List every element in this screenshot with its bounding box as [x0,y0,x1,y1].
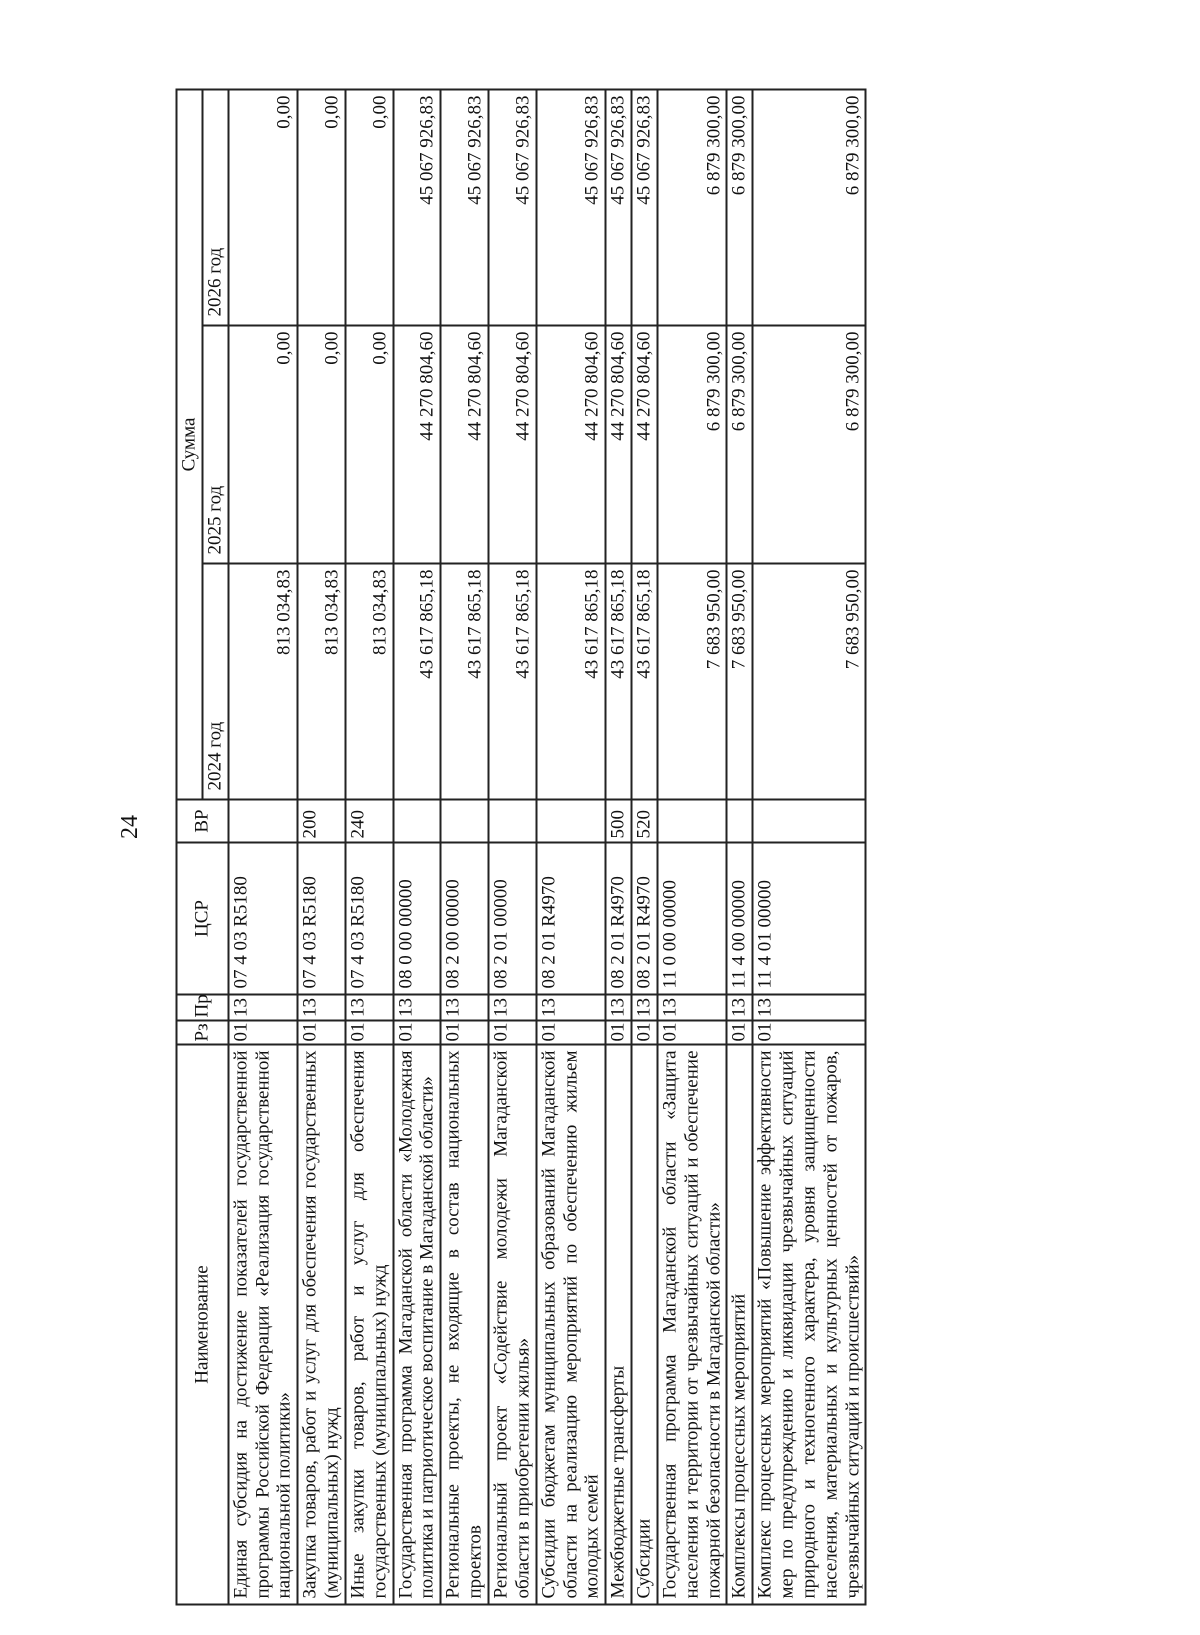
cell-pr: 13 [631,994,657,1020]
cell-vr: 500 [605,799,631,842]
cell-sum-2024: 43 617 865,18 [631,563,657,799]
cell-csr: 08 2 01 R4970 [631,842,657,994]
cell-name: Региональный проект «Содействие молодежи Магаданской области в приобретении жилья» [488,1044,536,1604]
cell-sum-2024: 7 683 950,00 [752,563,865,799]
table-row [631,89,657,1604]
page-number: 24 [117,815,143,839]
cell-name: Иные закупки товаров, работ и услуг для обеспечения государственных (муниципальных) нужд [345,1044,393,1604]
cell-sum-2026: 6 879 300,00 [726,89,752,325]
cell-sum-2024: 43 617 865,18 [605,563,631,799]
cell-vr [228,799,298,842]
cell-sum-2026: 45 067 926,83 [536,89,606,325]
budget-table [175,88,866,1605]
table-row [393,89,441,1604]
cell-sum-2025: 0,00 [345,325,393,563]
header-sum: Сумма [176,89,202,799]
cell-sum-2026: 45 067 926,83 [440,89,488,325]
header-rz: Рз [176,1020,228,1044]
cell-vr: 240 [345,799,393,842]
cell-sum-2024: 7 683 950,00 [657,563,727,799]
rotated-table-container [175,90,1005,1605]
header-year-2024: 2024 год [202,563,228,799]
cell-vr [393,799,441,842]
cell-sum-2025: 44 270 804,60 [631,325,657,563]
cell-sum-2024: 43 617 865,18 [440,563,488,799]
cell-sum-2025: 44 270 804,60 [488,325,536,563]
header-year-2026: 2026 год [202,89,228,325]
table-row [228,89,298,1604]
cell-pr: 13 [657,994,727,1020]
cell-rz: 01 [726,1020,752,1044]
cell-csr: 11 4 00 00000 [726,842,752,994]
cell-sum-2026: 45 067 926,83 [605,89,631,325]
cell-csr: 11 4 01 00000 [752,842,865,994]
table-row [605,89,631,1604]
cell-name: Единая субсидия на достижение показателей государственной программы Российской Федерации «Реализация государственной национальной политики» [228,1044,298,1604]
cell-pr: 13 [297,994,345,1020]
cell-sum-2025: 6 879 300,00 [752,325,865,563]
cell-sum-2025: 6 879 300,00 [657,325,727,563]
cell-csr: 08 2 01 00000 [488,842,536,994]
header-name: Наименование [176,1044,228,1604]
cell-vr [440,799,488,842]
cell-name: Государственная программа Магаданской области «Молодежная политика и патриотическое воспитание в Магаданской области» [393,1044,441,1604]
cell-csr: 11 0 00 00000 [657,842,727,994]
cell-rz: 01 [440,1020,488,1044]
cell-csr: 07 4 03 R5180 [228,842,298,994]
header-vr: ВР [176,799,228,842]
cell-csr: 07 4 03 R5180 [297,842,345,994]
cell-vr [657,799,727,842]
cell-sum-2026: 0,00 [297,89,345,325]
cell-pr: 13 [752,994,865,1020]
cell-pr: 13 [345,994,393,1020]
cell-pr: 13 [440,994,488,1020]
cell-name: Закупка товаров, работ и услуг для обеспечения государственных (муниципальных) нужд [297,1044,345,1604]
cell-rz: 01 [631,1020,657,1044]
cell-sum-2026: 0,00 [345,89,393,325]
cell-sum-2024: 43 617 865,18 [393,563,441,799]
table-row [488,89,536,1604]
cell-name: Межбюджетные трансферты [605,1044,631,1604]
cell-name: Комплексы процессных мероприятий [726,1044,752,1604]
table-row [345,89,393,1604]
table-body [228,89,866,1604]
cell-rz: 01 [536,1020,606,1044]
cell-csr: 08 2 01 R4970 [536,842,606,994]
cell-rz: 01 [488,1020,536,1044]
cell-rz: 01 [752,1020,865,1044]
cell-vr [536,799,606,842]
cell-sum-2024: 813 034,83 [228,563,298,799]
cell-vr: 200 [297,799,345,842]
cell-rz: 01 [393,1020,441,1044]
cell-pr: 13 [605,994,631,1020]
cell-vr [752,799,865,842]
cell-pr: 13 [536,994,606,1020]
cell-pr: 13 [726,994,752,1020]
cell-sum-2026: 45 067 926,83 [631,89,657,325]
cell-sum-2026: 0,00 [228,89,298,325]
cell-sum-2024: 43 617 865,18 [536,563,606,799]
cell-sum-2026: 6 879 300,00 [657,89,727,325]
cell-rz: 01 [657,1020,727,1044]
cell-name: Региональные проекты, не входящие в состав национальных проектов [440,1044,488,1604]
cell-sum-2026: 45 067 926,83 [488,89,536,325]
cell-rz: 01 [297,1020,345,1044]
header-csr: ЦСР [176,842,228,994]
table-row [536,89,606,1604]
cell-sum-2024: 7 683 950,00 [726,563,752,799]
cell-pr: 13 [393,994,441,1020]
header-year-2025: 2025 год [202,325,228,563]
table-row [657,89,727,1604]
cell-csr: 07 4 03 R5180 [345,842,393,994]
table-row [440,89,488,1604]
cell-name: Субсидии бюджетам муниципальных образований Магаданской области на реализацию мероприятий по обеспечению жильем молодых семей [536,1044,606,1604]
header-pr: Пр [176,994,228,1020]
cell-pr: 13 [228,994,298,1020]
cell-vr [726,799,752,842]
cell-vr: 520 [631,799,657,842]
cell-sum-2025: 44 270 804,60 [440,325,488,563]
cell-sum-2024: 813 034,83 [297,563,345,799]
cell-name: Субсидии [631,1044,657,1604]
table-row [752,89,865,1604]
cell-name: Комплекс процессных мероприятий «Повышение эффективности мер по предупреждению и ликвидации чрезвычайных ситуаций природного и техногенного характера, уровня защищенности населения, материальных и культурных ценностей от пожаров, чрезвычайных ситуаций и происшествий» [752,1044,865,1604]
header-row-1 [176,89,202,1604]
cell-sum-2026: 45 067 926,83 [393,89,441,325]
cell-pr: 13 [488,994,536,1020]
cell-csr: 08 0 00 00000 [393,842,441,994]
cell-rz: 01 [345,1020,393,1044]
cell-sum-2024: 43 617 865,18 [488,563,536,799]
cell-sum-2025: 44 270 804,60 [536,325,606,563]
cell-sum-2025: 0,00 [228,325,298,563]
cell-name: Государственная программа Магаданской области «Защита населения и территории от чрезвычайных ситуаций и обеспечение пожарной безопасности в Магаданской области» [657,1044,727,1604]
cell-sum-2025: 0,00 [297,325,345,563]
cell-sum-2026: 6 879 300,00 [752,89,865,325]
cell-sum-2025: 44 270 804,60 [393,325,441,563]
table-row [726,89,752,1604]
cell-csr: 08 2 01 R4970 [605,842,631,994]
cell-csr: 08 2 00 00000 [440,842,488,994]
cell-vr [488,799,536,842]
cell-sum-2025: 6 879 300,00 [726,325,752,563]
cell-rz: 01 [605,1020,631,1044]
table-row [297,89,345,1604]
cell-sum-2024: 813 034,83 [345,563,393,799]
cell-sum-2025: 44 270 804,60 [605,325,631,563]
cell-rz: 01 [228,1020,298,1044]
